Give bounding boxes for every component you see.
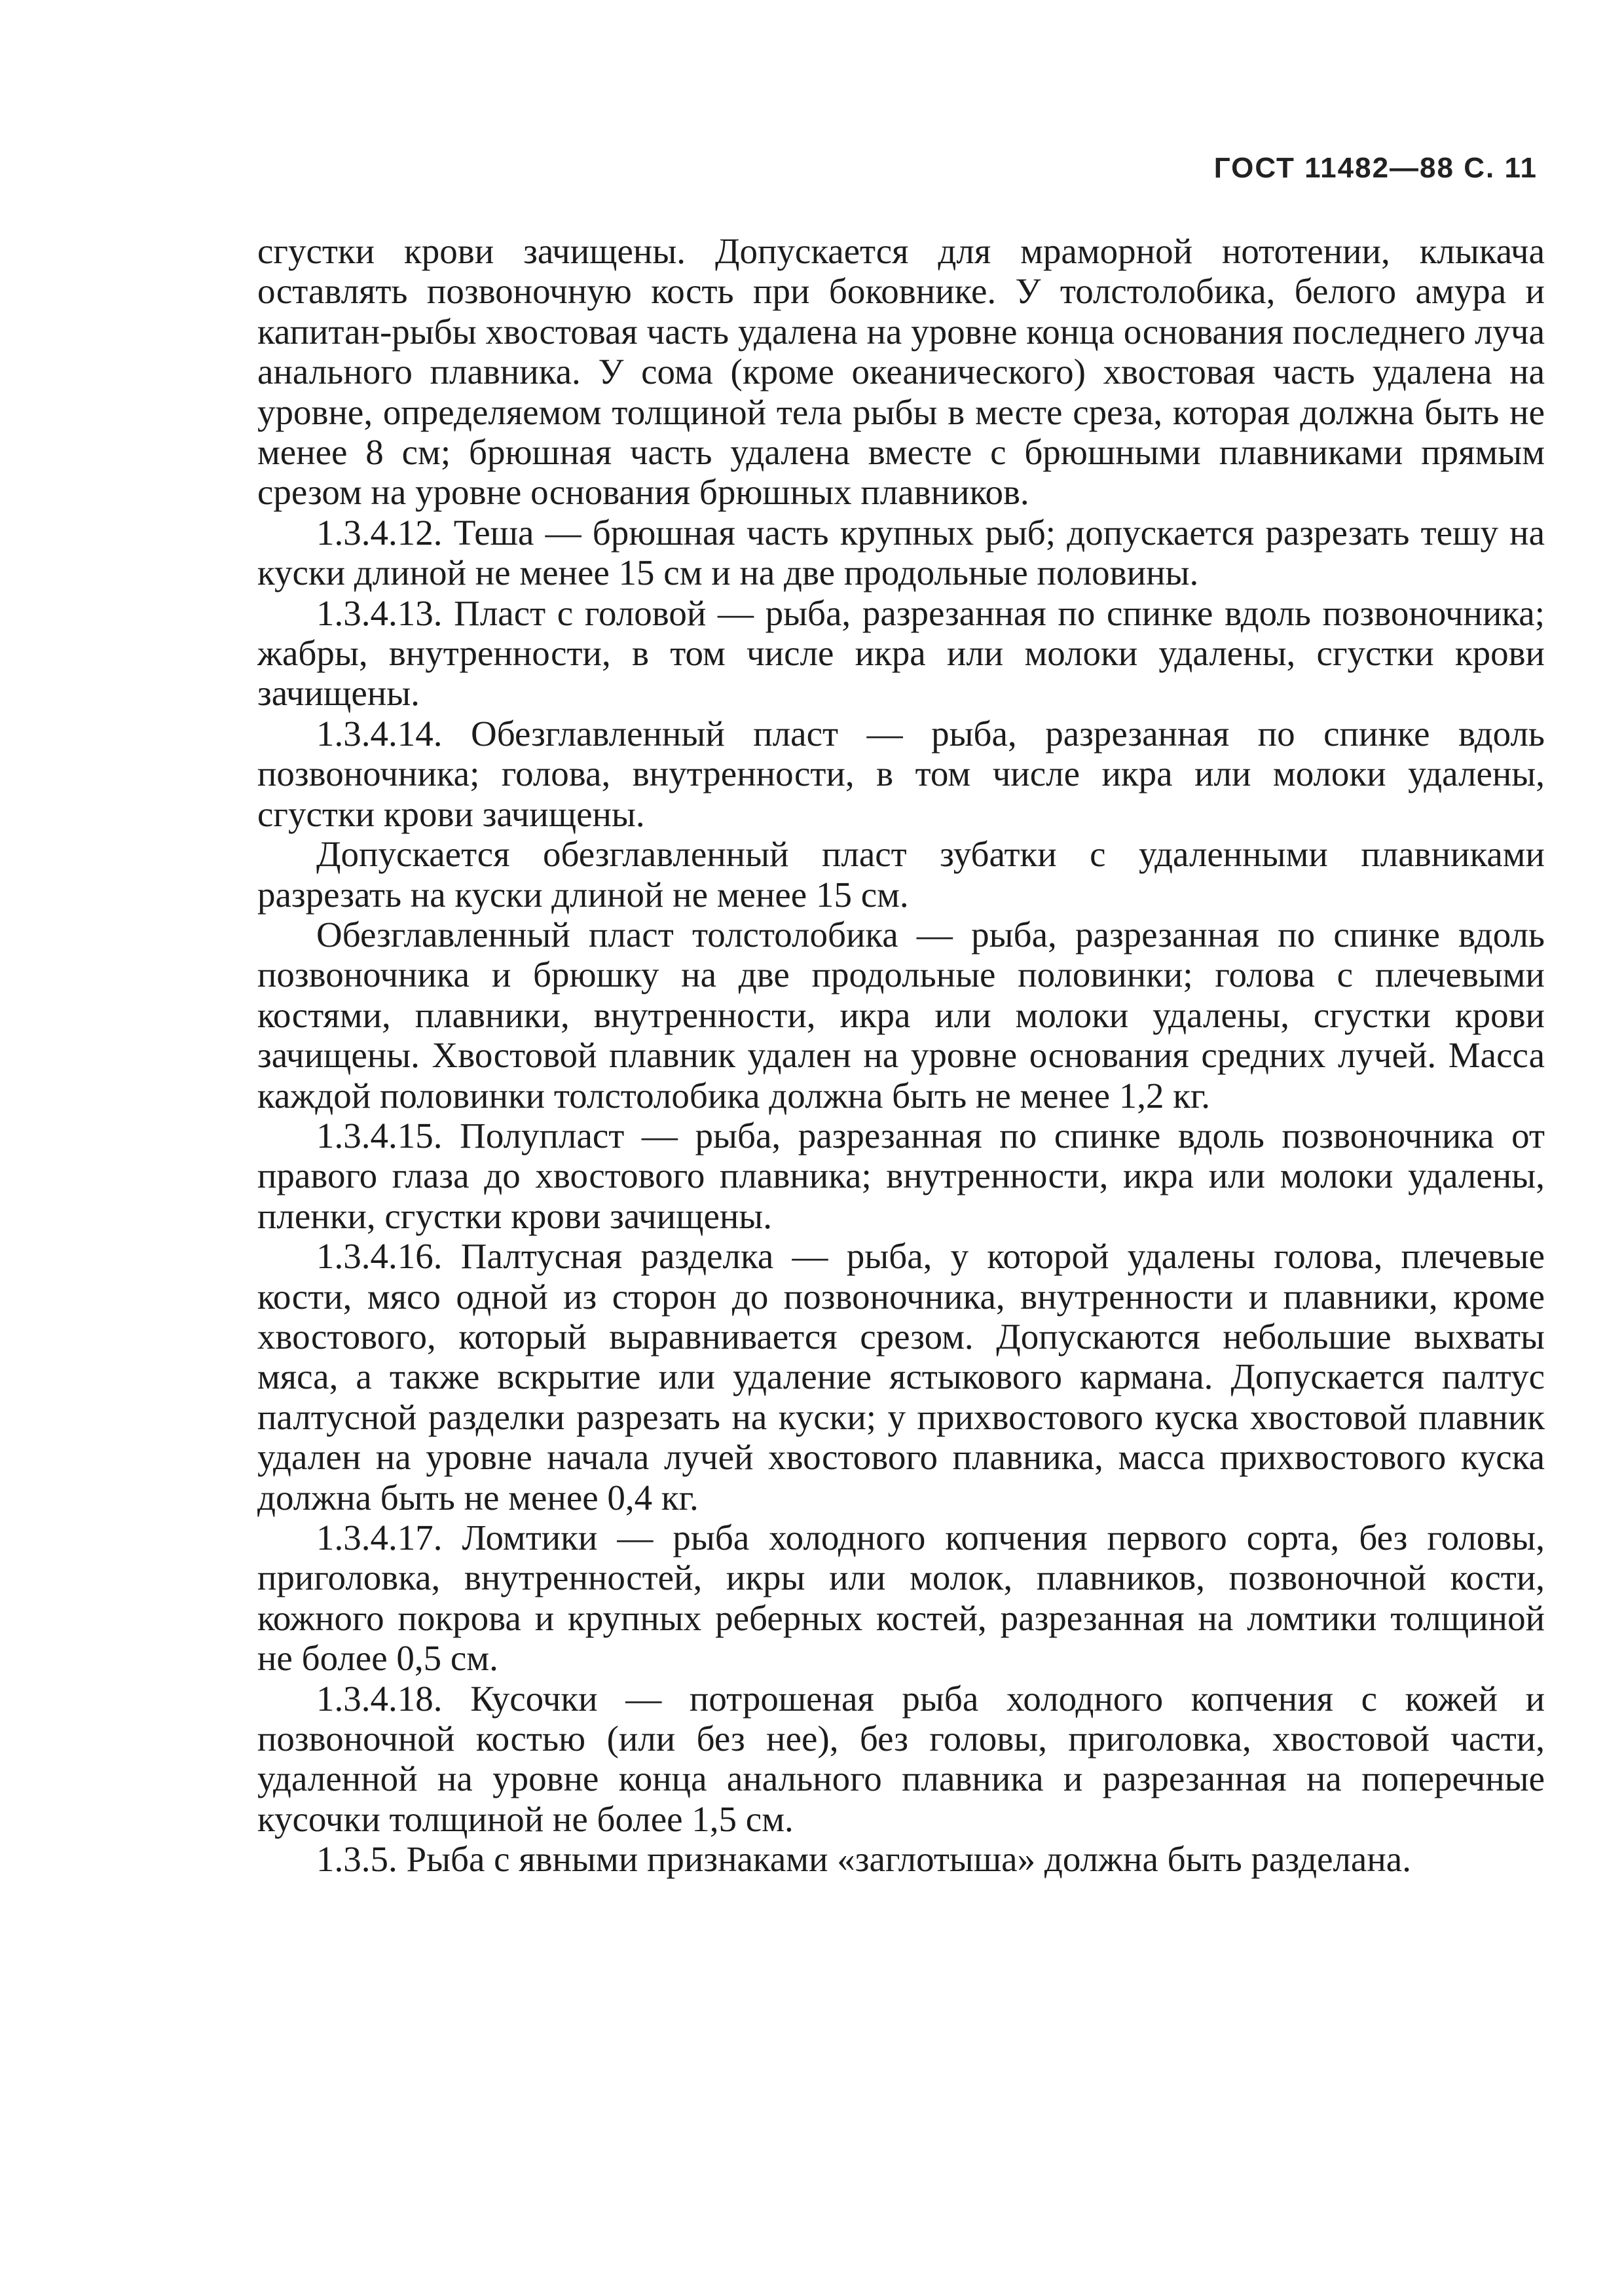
paragraph-1-3-4-13: 1.3.4.13. Пласт с головой — рыба, разрезанная по спинке вдоль позвоночника; жабры, внутренности, в том числе икра или молоки удалены, сгустки крови зачищены. xyxy=(257,592,1545,714)
paragraph-1-3-5: 1.3.5. Рыба с явными признаками «заглотыша» должна быть разделана. xyxy=(316,1839,1411,1880)
paragraph-1-3-4-12: 1.3.4.12. Теша — брюшная часть крупных рыб; допускается разрезать тешу на куски длиной не менее 15 см и на две продольные половины. xyxy=(257,512,1545,593)
page-number: С. 11 xyxy=(1464,152,1538,184)
paragraph-0: сгустки крови зачищены. Допускается для мраморной нототении, клыкача оставлять позвоночную кость при боковнике. У толстолобика, белого амура и капитан-рыбы хвостовая часть удалена на уровне конца основания последнего луча анального плавника. У сома (кроме океанического) хвостовая часть удалена на уровне, определяемом толщиной тела рыбы в месте среза, которая должна быть не менее 8 см; брюшная часть удалена вместе с брюшными плавниками прямым срезом на уровне основания брюшных плавников. xyxy=(257,231,1545,513)
paragraph-1-3-4-17: 1.3.4.17. Ломтики — рыба холодного копчения первого сорта, без головы, приголовка, внутренностей, икры или молок, плавников, позвоночной кости, кожного покрова и крупных реберных костей, разрезанная на ломтики толщиной не более 0,5 см. xyxy=(257,1518,1545,1679)
paragraph-1-3-4-16: 1.3.4.16. Палтусная разделка — рыба, у которой удалены голова, плечевые кости, мясо одной из сторон до позвоночника, внутренности и плавники, кроме хвостового, который выравнивается срезом. Допускаются небольшие выхваты мяса, а также вскрытие или удаление ястыкового кармана. Допускается палтус палтусной разделки разрезать на куски; у прихвостового куска хвостовой плавник удален на уровне начала лучей хвостового плавника, масса прихвостового куска должна быть не менее 0,4 кг. xyxy=(257,1236,1545,1518)
paragraph-1-3-4-15: 1.3.4.15. Полупласт — рыба, разрезанная по спинке вдоль позвоночника от правого глаза до хвостового плавника; внутренности, икра или молоки удалены, пленки, сгустки крови зачищены. xyxy=(257,1115,1545,1236)
paragraph-zubatka: Допускается обезглавленный пласт зубатки с удаленными плавниками разрезать на куски длиной не менее 15 см. xyxy=(257,834,1545,915)
paragraph-1-3-4-14: 1.3.4.14. Обезглавленный пласт — рыба, разрезанная по спинке вдоль позвоночника; голова, внутренности, в том числе икра или молоки удалены, сгустки крови зачищены. xyxy=(257,713,1545,834)
standard-number: ГОСТ 11482—88 xyxy=(1213,152,1455,184)
body-text xyxy=(257,231,1545,1880)
paragraph-1-3-4-18: 1.3.4.18. Кусочки — потрошеная рыба холодного копчения с кожей и позвоночной костью (или без нее), без головы, приголовка, хвостовой части, удаленной на уровне конца анального плавника и разрезанная на поперечные кусочки толщиной не более 1,5 см. xyxy=(257,1678,1545,1839)
page-header xyxy=(1214,152,1538,185)
paragraph-tolstolobik: Обезглавленный пласт толстолобика — рыба, разрезанная по спинке вдоль позвоночника и брюшку на две продольные половинки; голова с плечевыми костями, плавники, внутренности, икра или молоки удалены, сгустки крови зачищены. Хвостовой плавник удален на уровне основания средних лучей. Масса каждой половинки толстолобика должна быть не менее 1,2 кг. xyxy=(257,914,1545,1116)
